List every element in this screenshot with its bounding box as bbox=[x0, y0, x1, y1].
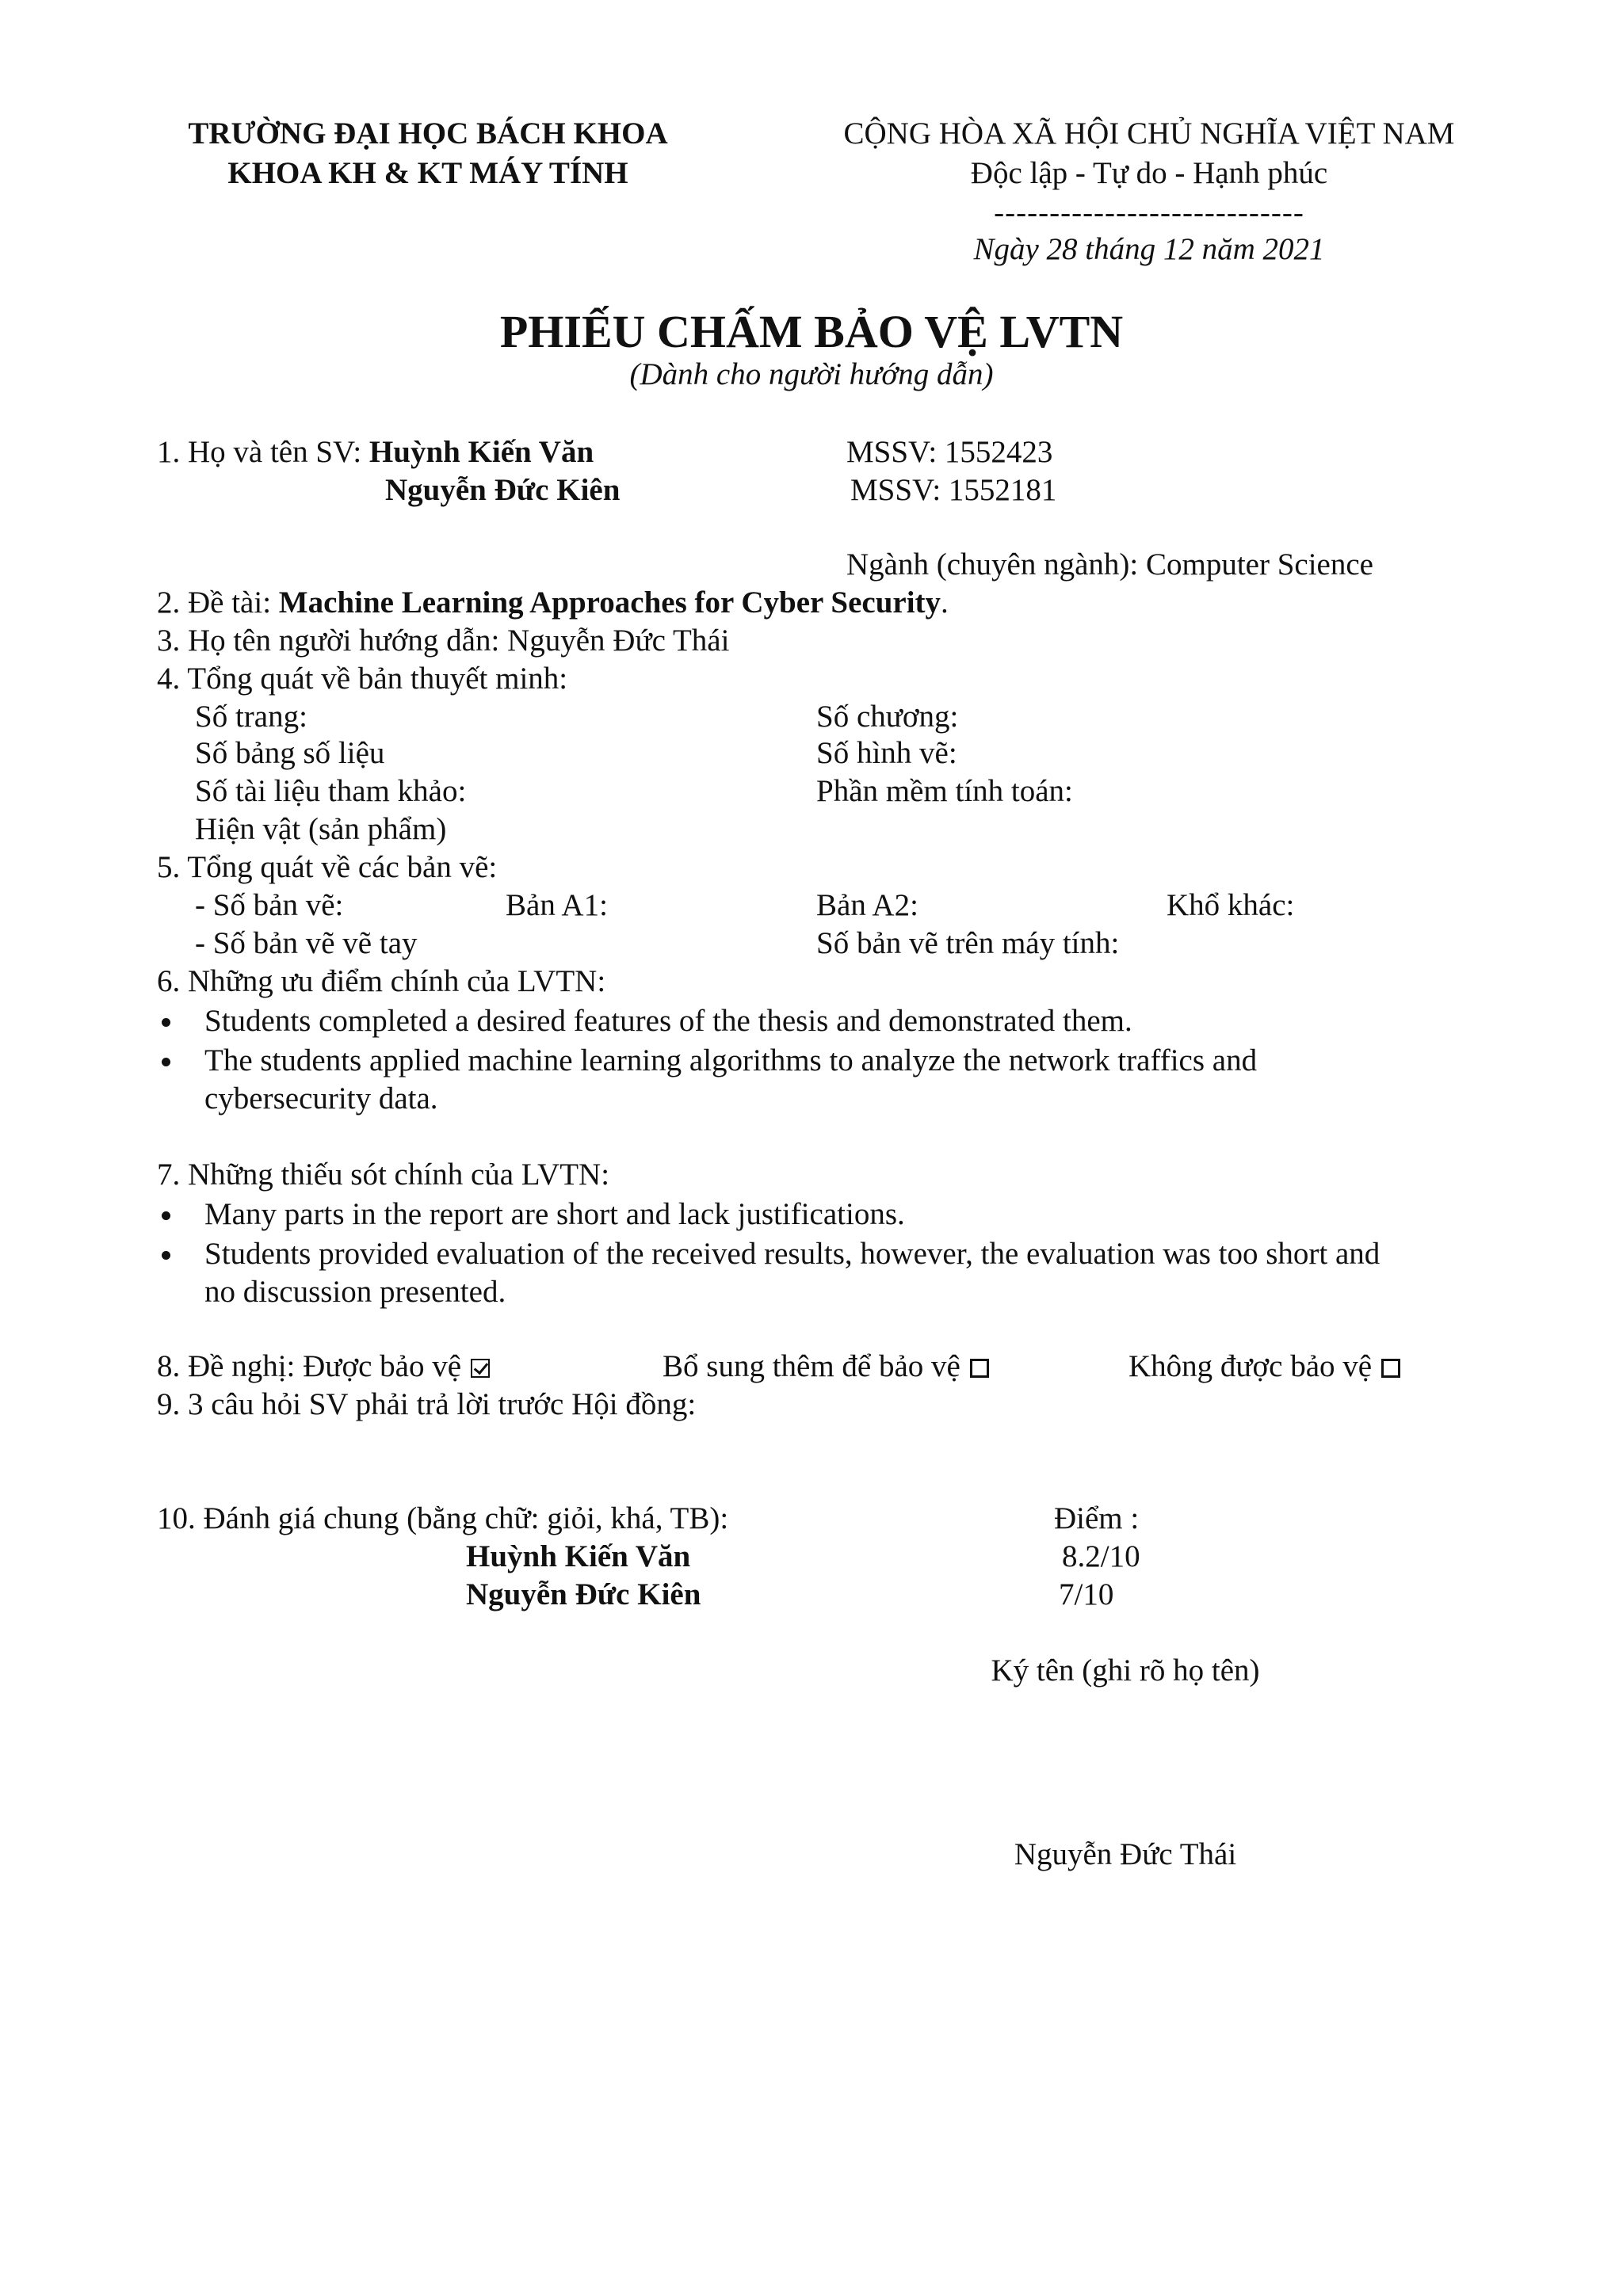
motto: Độc lập - Tự do - Hạnh phúc bbox=[970, 156, 1328, 190]
software-field: Phần mềm tính toán: bbox=[816, 774, 1073, 808]
recommend-supplement bbox=[663, 1348, 989, 1386]
grade-name-2: Nguyễn Đức Kiên bbox=[466, 1577, 701, 1611]
topic-line bbox=[157, 585, 949, 622]
bullet-icon bbox=[162, 1058, 170, 1066]
chapters-field: Số chương: bbox=[816, 700, 959, 734]
date: Ngày 28 tháng 12 năm 2021 bbox=[973, 232, 1325, 266]
student-mssv-1: MSSV: 1552423 bbox=[846, 435, 1053, 469]
reject-label: Không được bảo vệ bbox=[1128, 1349, 1373, 1383]
student-name-1: Huỳnh Kiến Văn bbox=[369, 435, 594, 469]
checked-box-icon bbox=[471, 1359, 490, 1378]
student-line-1 bbox=[157, 434, 594, 471]
signature-label: Ký tên (ghi rõ họ tên) bbox=[991, 1653, 1260, 1688]
questions-line: 9. 3 câu hỏi SV phải trả lời trước Hội đồng: bbox=[157, 1387, 697, 1421]
weakness-2-cont: no discussion presented. bbox=[204, 1275, 506, 1309]
country-name: CỘNG HÒA XÃ HỘI CHỦ NGHĨA VIỆT NAM bbox=[843, 116, 1455, 151]
student-name-2: Nguyễn Đức Kiên bbox=[385, 473, 621, 507]
item8-label: 8. Đề nghị: Được bảo vệ bbox=[157, 1349, 462, 1383]
item6-label: 6. Những ưu điểm chính của LVTN: bbox=[157, 964, 606, 998]
item2-label: 2. Đề tài: bbox=[157, 585, 279, 620]
refs-field: Số tài liệu tham khảo: bbox=[195, 774, 467, 808]
strength-2-cont: cybersecurity data. bbox=[204, 1081, 438, 1116]
empty-box-icon bbox=[970, 1359, 989, 1378]
weakness-1: Many parts in the report are short and lack justifications. bbox=[204, 1197, 905, 1231]
supervisor-line: 3. Họ tên người hướng dẫn: Nguyễn Đức Thái bbox=[157, 624, 730, 658]
weakness-2: Students provided evaluation of the received results, however, the evaluation was too short and bbox=[204, 1237, 1381, 1271]
empty-box-icon bbox=[1381, 1359, 1400, 1378]
a1-field: Bản A1: bbox=[506, 888, 608, 922]
score-label: Điểm : bbox=[1054, 1501, 1140, 1535]
item10-label: 10. Đánh giá chung (bằng chữ: giỏi, khá, TB): bbox=[157, 1501, 729, 1535]
a2-field: Bản A2: bbox=[816, 888, 918, 922]
pages-field: Số trang: bbox=[195, 700, 307, 734]
page-title: PHIẾU CHẤM BẢO VỆ LVTN bbox=[499, 306, 1124, 357]
other-size-field: Khổ khác: bbox=[1167, 888, 1295, 922]
strength-2: The students applied machine learning algorithms to analyze the network traffics and bbox=[204, 1043, 1258, 1077]
drawings-field: - Số bản vẽ: bbox=[195, 888, 344, 922]
product-field: Hiện vật (sản phẩm) bbox=[195, 812, 447, 846]
strength-1: Students completed a desired features of the thesis and demonstrated them. bbox=[204, 1004, 1132, 1038]
topic-end: . bbox=[941, 585, 949, 620]
tables-field: Số bảng số liệu bbox=[195, 736, 385, 770]
student-mssv-2: MSSV: 1552181 bbox=[850, 473, 1057, 507]
bullet-icon bbox=[162, 1251, 170, 1260]
figures-field: Số hình vẽ: bbox=[816, 736, 957, 770]
faculty-name: KHOA KH & KT MÁY TÍNH bbox=[227, 156, 628, 190]
grade-score-2: 7/10 bbox=[1059, 1577, 1114, 1611]
recommend-approve bbox=[157, 1348, 490, 1386]
bullet-icon bbox=[162, 1211, 170, 1220]
item1-label: 1. Họ và tên SV: bbox=[157, 435, 369, 469]
signer-name: Nguyễn Đức Thái bbox=[1014, 1837, 1237, 1871]
computer-drawings-field: Số bản vẽ trên máy tính: bbox=[816, 926, 1120, 960]
item7-label: 7. Những thiếu sót chính của LVTN: bbox=[157, 1158, 610, 1192]
school-name: TRƯỜNG ĐẠI HỌC BÁCH KHOA bbox=[188, 116, 668, 151]
bullet-icon bbox=[162, 1018, 170, 1027]
header-divider: ---------------------------- bbox=[994, 196, 1304, 230]
grade-score-1: 8.2/10 bbox=[1062, 1539, 1140, 1573]
page-subtitle: (Dành cho người hướng dẫn) bbox=[629, 357, 994, 391]
item5-label: 5. Tổng quát về các bản vẽ: bbox=[157, 850, 498, 884]
major: Ngành (chuyên ngành): Computer Science bbox=[846, 547, 1373, 582]
supplement-label: Bổ sung thêm để bảo vệ bbox=[663, 1349, 960, 1383]
hand-drawings-field: - Số bản vẽ vẽ tay bbox=[195, 926, 418, 960]
recommend-reject bbox=[1128, 1348, 1400, 1386]
grade-name-1: Huỳnh Kiến Văn bbox=[466, 1539, 691, 1573]
topic-title: Machine Learning Approaches for Cyber Security bbox=[278, 585, 941, 620]
item4-label: 4. Tổng quát về bản thuyết minh: bbox=[157, 662, 568, 696]
